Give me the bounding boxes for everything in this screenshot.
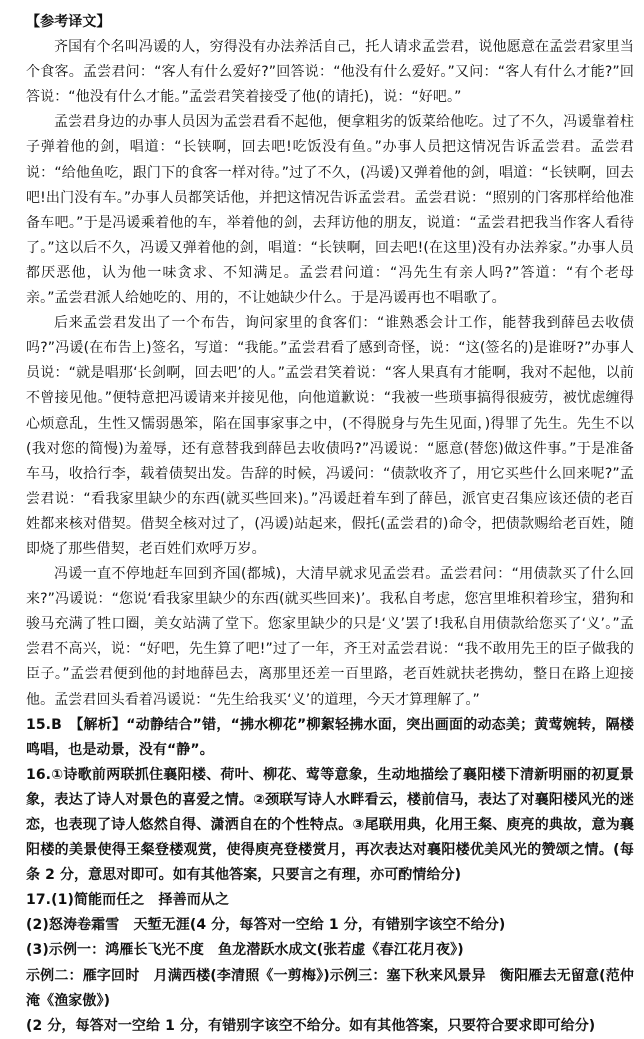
- answer-17-scoring-note: (2 分，每答对一空给 1 分，有错别字该空不给分。如有其他答案，只要符合要求即可给分): [26, 1017, 596, 1034]
- answer-17-3-example-1: (3)示例一：鸿雁长飞光不度 鱼龙潜跃水成文(张若虚《春江花月夜》): [26, 942, 464, 959]
- answer-16: 16.①诗歌前两联抓住襄阳楼、荷叶、柳花、莺等意象，生动地描绘了襄阳楼下清新明丽的初夏景象，表达了诗人对景色的喜爱之情。②颈联写诗人水畔看云，楼前信马，表达了对襄阳楼风光的迷恋，也表现了诗人悠然自得、潇洒自在的个性特点。③尾联用典，化用王粲、庾亮的典故，意为襄阳楼的美景使得王粲登楼观赏，使得庾亮登楼赏月，再次表达对襄阳楼优美风光的赞颂之情。(每条 2 分，意思对即可。如有其他答案，只要言之有理，亦可酌情给分): [26, 766, 634, 884]
- translation-paragraph-4: 冯谖一直不停地赶车回到齐国(都城)，大清早就求见孟尝君。孟尝君问：“用债款买了什么回来?”冯谖说：“您说‘看我家里缺少的东西(就买些回来)’。我私自考虑，您宫里堆积着珍宝，猎狗和骏马充满了牲口圈，美女站满了堂下。您家里缺少的只是‘义’罢了!我私自用债款给您买了‘义’。”孟尝君不高兴，说：“好吧，先生算了吧!”过了一年，齐王对孟尝君说：“我不敢用先王的臣子做我的臣子。”孟尝君便到他的封地薛邑去，离那里还差一百里路，老百姓就扶老携幼，整日在路上迎接他。孟尝君回头看着冯谖说：“先生给我买‘义’的道理，今天才算理解了。”: [26, 566, 634, 708]
- translation-paragraph-2: 孟尝君身边的办事人员因为孟尝君看不起他，便拿粗劣的饭菜给他吃。过了不久，冯谖靠着柱子弹着他的剑，唱道：“长铗啊，回去吧!吃饭没有鱼。”办事人员把这情况告诉孟尝君。孟尝君说：“给他鱼吃，跟门下的食客一样对待。”过了不久，(冯谖)又弹着他的剑，唱道：“长铗啊，回去吧!出门没有车。”办事人员都笑话他，并把这情况告诉孟尝君。孟尝君说：“照别的门客那样给他准备车吧。”于是冯谖乘着他的车，举着他的剑，去拜访他的朋友，说道：“孟尝君把我当作客人看待了。”这以后不久，冯谖又弹着他的剑，唱道：“长铗啊，回去吧!(在这里)没有办法养家。”办事人员都厌恶他，认为他一味贪求、不知满足。孟尝君问道：“冯先生有亲人吗?”答道：“有个老母亲。”孟尝君派人给她吃的、用的，不让她缺少什么。于是冯谖再也不唱歌了。: [26, 114, 634, 307]
- section-title: 【参考译文】: [26, 14, 111, 30]
- answer-17-2: (2)怒涛卷霜雪 天堑无涯(4 分，每答对一空给 1 分，有错别字该空不给分): [26, 917, 506, 934]
- answer-17-3-examples-2-3: 示例二：雁字回时 月满西楼(李清照《一剪梅》)示例三：塞下秋来风景异 衡阳雁去无留意(范仲淹《渔家傲》): [26, 967, 634, 1009]
- translation-paragraph-1: 齐国有个名叫冯谖的人，穷得没有办法养活自己，托人请求孟尝君，说他愿意在孟尝君家里当个食客。孟尝君问：“客人有什么爱好?”回答说：“他没有什么爱好。”又问：“客人有什么才能?”回答说：“他没有什么才能。”孟尝君笑着接受了他(的请托)，说：“好吧。”: [26, 39, 634, 106]
- translation-paragraph-3: 后来孟尝君发出了一个布告，询问家里的食客们：“谁熟悉会计工作，能替我到薛邑去收债吗?”冯谖(在布告上)签名，写道：“我能。”孟尝君看了感到奇怪，说：“这(签名的)是谁呀?”办事人员说：“就是唱那‘长剑啊，回去吧’的人。”孟尝君笑着说：“客人果真有才能啊，我对不起他，以前不曾接见他。”便特意把冯谖请来并接见他，向他道歉说：“我被一些琐事搞得很疲劳，被忧虑缠得心烦意乱，生性又懦弱愚笨，陷在国事家事之中，(不得脱身与先生见面，)得罪了先生。先生不以(我对您的简慢)为羞辱，还有意替我到薛邑去收债吗?”冯谖说：“愿意(替您)做这件事。”于是准备车马，收拾行李，载着债契出发。告辞的时候，冯谖问：“债款收齐了，用它买些什么回来呢?”孟尝君说：“看我家里缺少的东西(就买些回来)。”冯谖赶着车到了薛邑，派官吏召集应该还债的老百姓都来核对借契。借契全核对过了，(冯谖)站起来，假托(孟尝君的)命令，把债款赐给老百姓，随即烧了那些借契，老百姓们欢呼万岁。: [26, 315, 634, 557]
- answer-17-1: 17.(1)简能而任之 择善而从之: [26, 892, 230, 909]
- answer-15: 15.B 【解析】“动静结合”错，“拂水柳花”柳絮轻拂水面，突出画面的动态美；黄莺婉转，隔楼鸣唱，也是动景，没有“静”。: [26, 716, 634, 758]
